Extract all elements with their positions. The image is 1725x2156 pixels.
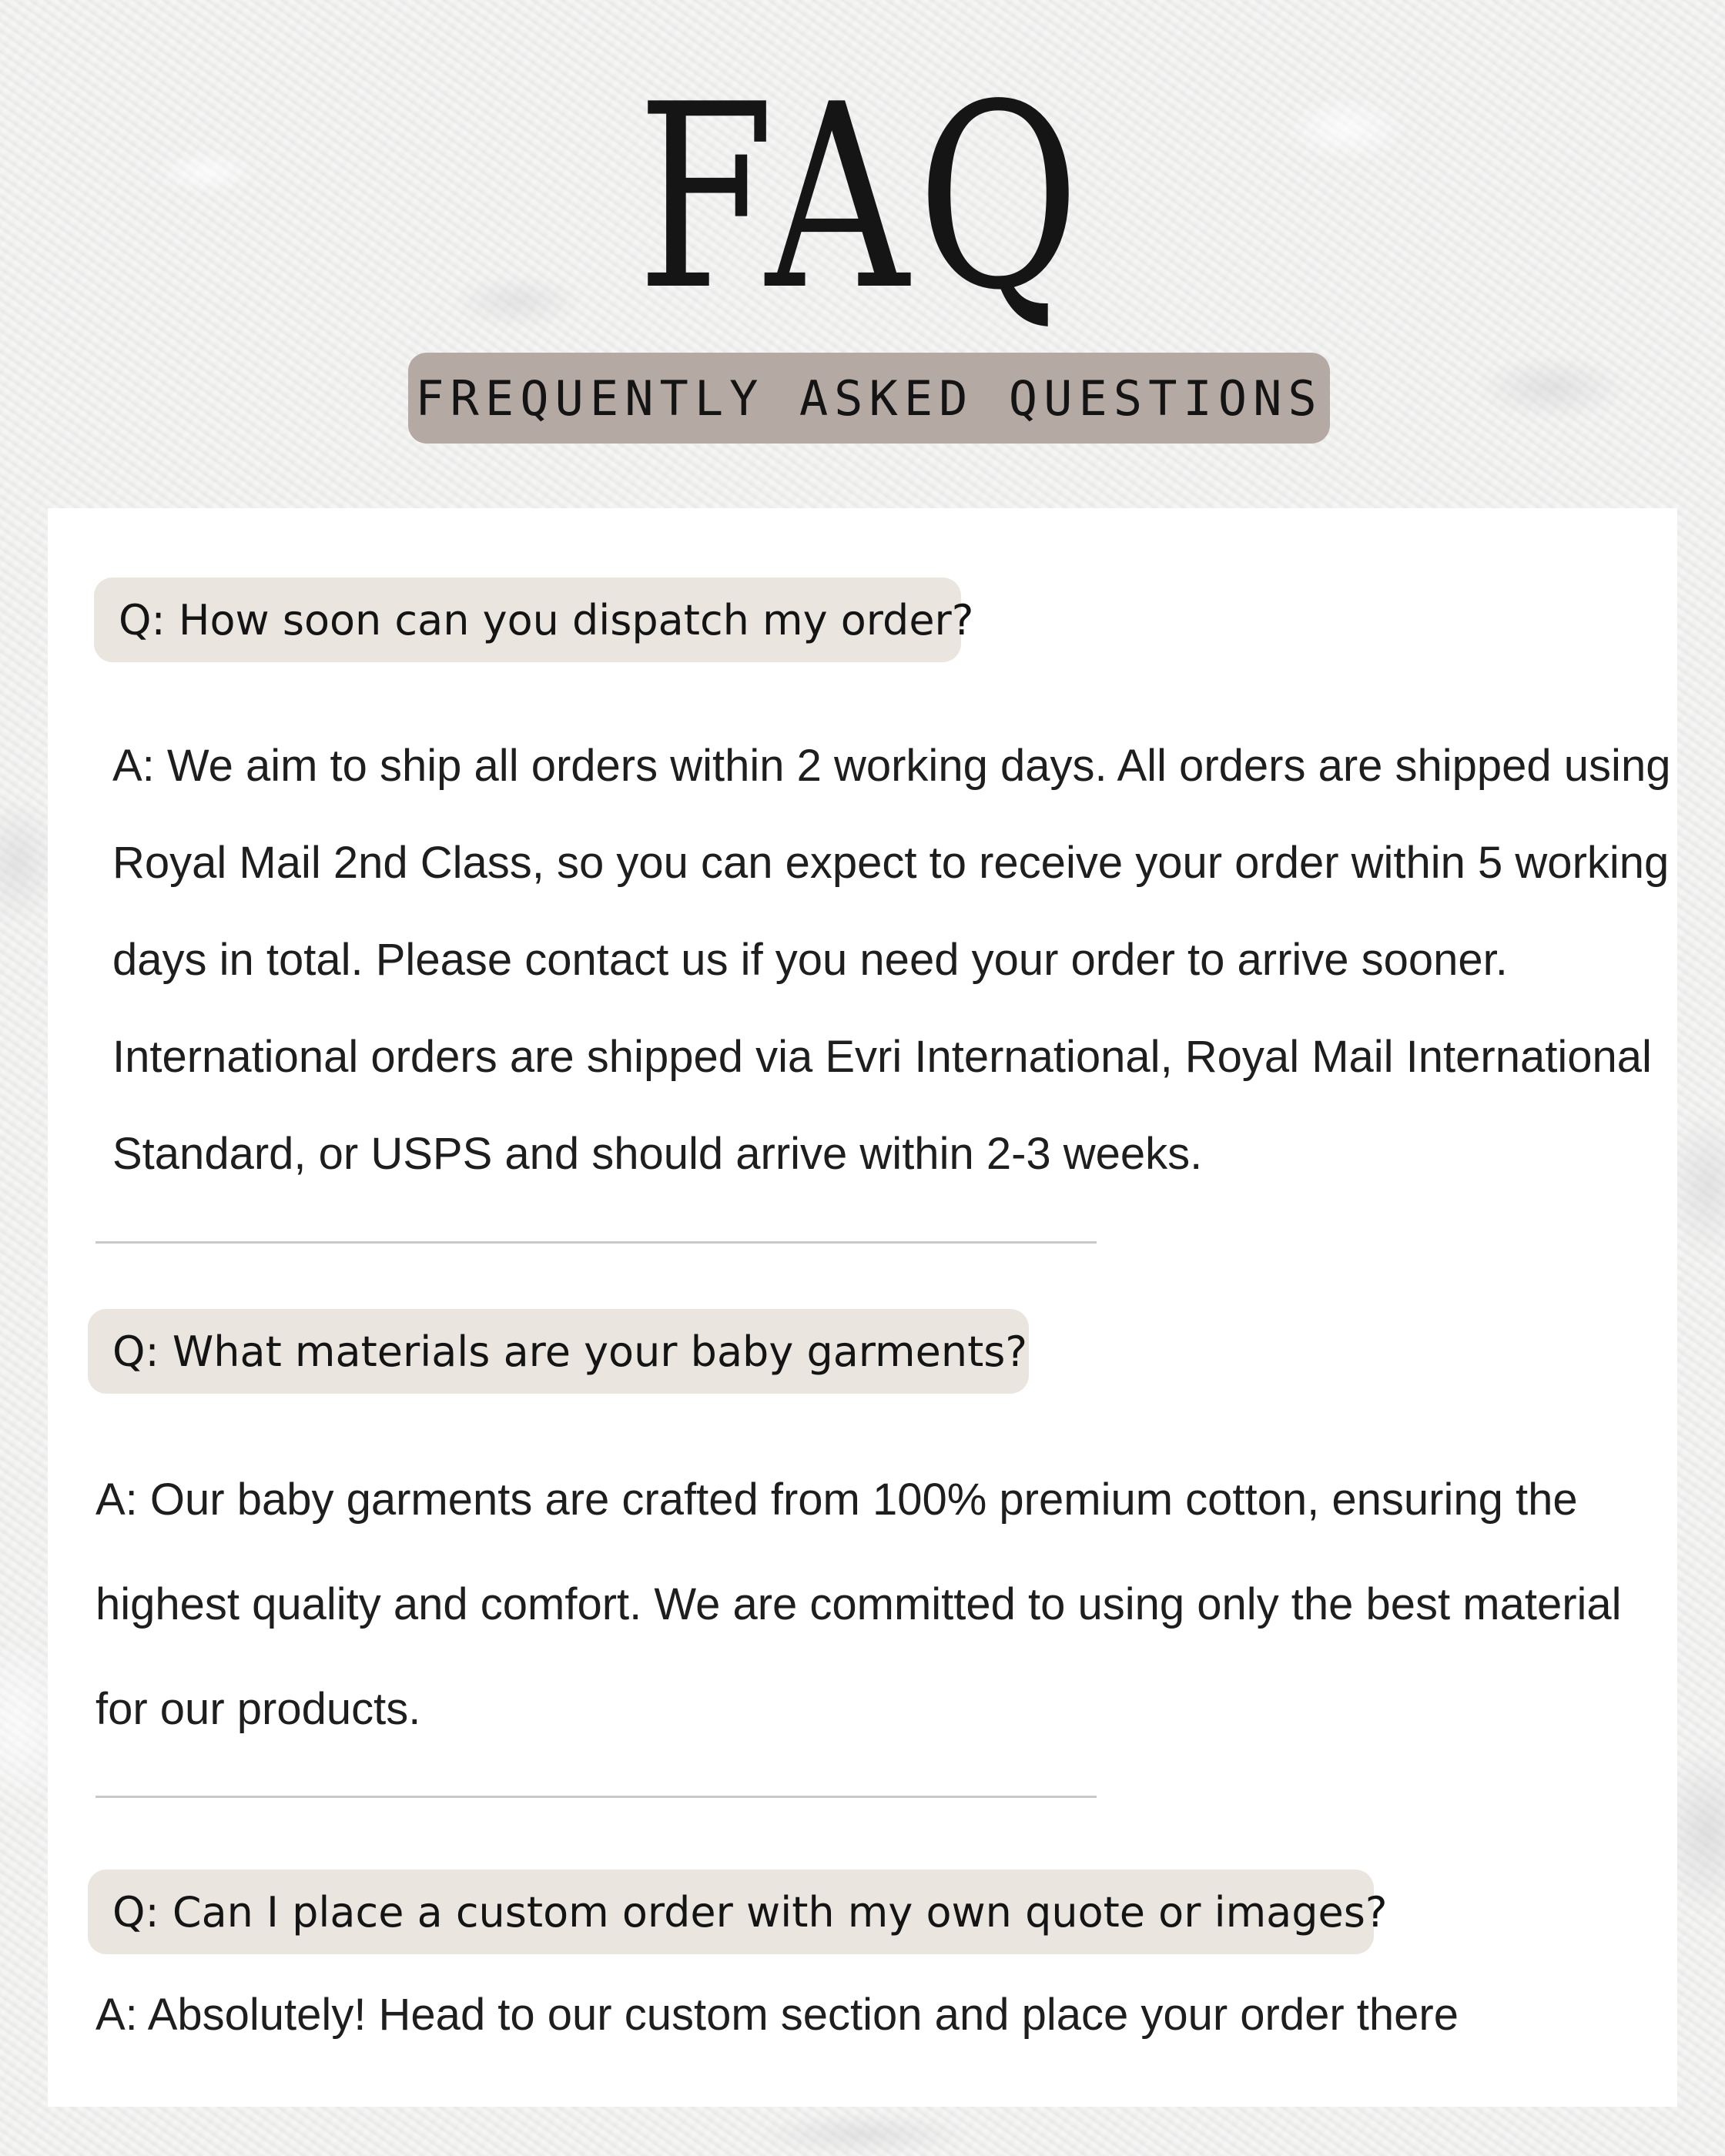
faq-question-2 [88,1309,1029,1394]
faq-question-3-text: Q: Can I place a custom order with my own quote or images? [112,1887,1388,1937]
faq-divider-1 [95,1241,1097,1244]
faq-question-2-text: Q: What materials are your baby garments? [112,1327,1028,1376]
faq-question-3 [88,1870,1388,1954]
subtitle-text: FREQUENTLY ASKED QUESTIONS [415,370,1323,427]
faq-question-1-text: Q: How soon can you dispatch my order? [119,595,974,644]
subtitle-badge [408,353,1330,444]
faq-answer-3: A: Absolutely! Head to our custom section and place your order there [95,1990,1459,2040]
faq-answer-2: A: Our baby garments are crafted from 100% premium cotton, ensuring the highest quality and comfort. We are committed to using only the best material for our products. [95,1475,1622,1734]
page-title: FAQ [637,50,1088,346]
faq-divider-2 [95,1796,1097,1798]
faq-card [48,508,1677,2107]
faq-answer-1: A: We aim to ship all orders within 2 working days. All orders are shipped using Royal Mail 2nd Class, so you can expect to receive your order within 5 working days in total. Please contact us if you need your order to arrive sooner. International orders are shipped via Evri International, Royal Mail International Standard, or USPS and should arrive within 2-3 weeks. [112,741,1671,1179]
faq-question-1 [94,578,974,662]
